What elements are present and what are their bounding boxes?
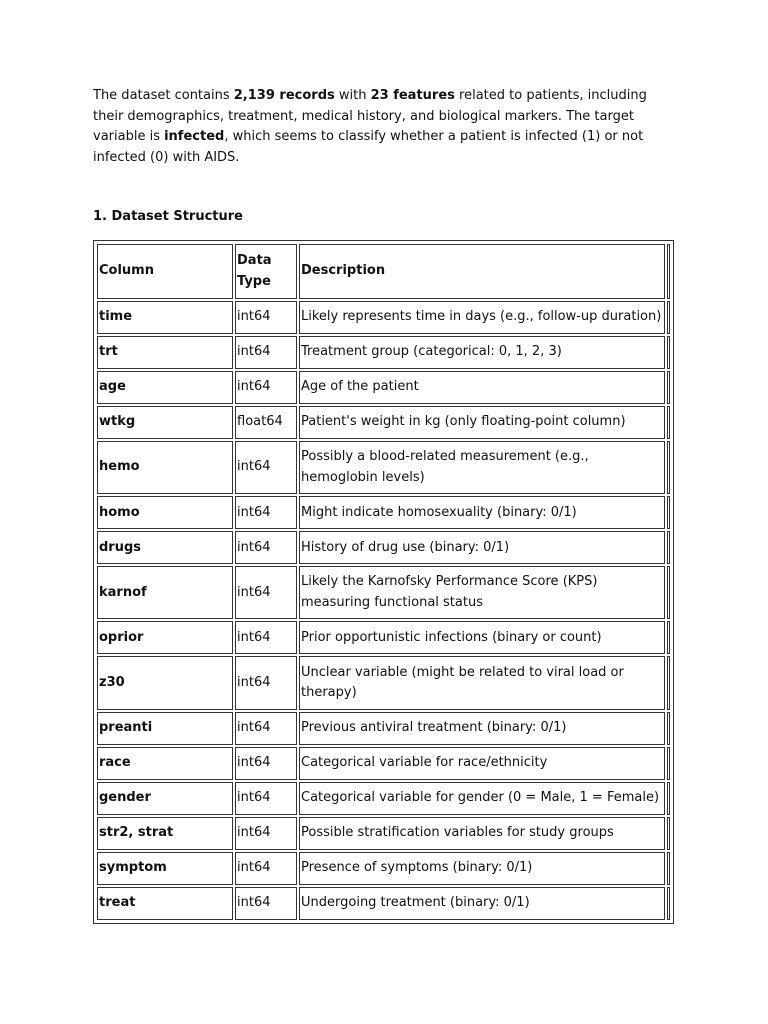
cell-data-type: int64 <box>235 747 297 780</box>
cell-data-type: int64 <box>235 441 297 494</box>
cell-column-name: treat <box>97 887 233 920</box>
header-data-type: Data Type <box>235 244 297 299</box>
cell-description: Previous antiviral treatment (binary: 0/1) <box>299 712 665 745</box>
cell-column-name: karnof <box>97 566 233 619</box>
cell-column-name: hemo <box>97 441 233 494</box>
intro-target-variable: infected <box>164 129 225 144</box>
intro-text-1: The dataset contains <box>93 88 234 103</box>
cell-edge <box>667 782 670 815</box>
intro-records-count: 2,139 records <box>233 88 335 103</box>
cell-edge <box>667 656 670 709</box>
table-row <box>97 782 670 815</box>
cell-column-name: homo <box>97 496 233 529</box>
table-row <box>97 817 670 850</box>
table-row <box>97 712 670 745</box>
cell-edge <box>667 406 670 439</box>
cell-column-name: gender <box>97 782 233 815</box>
cell-data-type: int64 <box>235 887 297 920</box>
table-row <box>97 496 670 529</box>
cell-column-name: time <box>97 301 233 334</box>
dataset-structure-table-frame <box>93 240 674 924</box>
cell-description: Undergoing treatment (binary: 0/1) <box>299 887 665 920</box>
cell-edge <box>667 496 670 529</box>
cell-edge <box>667 712 670 745</box>
header-column: Column <box>97 244 233 299</box>
cell-column-name: oprior <box>97 621 233 654</box>
table-row <box>97 371 670 404</box>
table-row <box>97 301 670 334</box>
cell-edge <box>667 566 670 619</box>
cell-edge <box>667 371 670 404</box>
table-body <box>97 301 670 920</box>
table-row <box>97 531 670 564</box>
cell-edge <box>667 621 670 654</box>
cell-description: Prior opportunistic infections (binary or count) <box>299 621 665 654</box>
cell-description: Likely represents time in days (e.g., follow-up duration) <box>299 301 665 334</box>
cell-data-type: int64 <box>235 621 297 654</box>
cell-edge <box>667 887 670 920</box>
cell-description: History of drug use (binary: 0/1) <box>299 531 665 564</box>
cell-description: Possibly a blood-related measurement (e.g., hemoglobin levels) <box>299 441 665 494</box>
cell-edge <box>667 747 670 780</box>
cell-description: Patient's weight in kg (only floating-point column) <box>299 406 665 439</box>
cell-data-type: int64 <box>235 817 297 850</box>
table-row <box>97 566 670 619</box>
cell-edge <box>667 336 670 369</box>
intro-text-4: , which seems to classify whether a patient is infected (1) or not infected (0) with AIDS. <box>93 129 644 165</box>
cell-column-name: preanti <box>97 712 233 745</box>
cell-data-type: int64 <box>235 301 297 334</box>
cell-data-type: int64 <box>235 852 297 885</box>
section-title: 1. Dataset Structure <box>93 209 244 224</box>
cell-data-type: int64 <box>235 712 297 745</box>
intro-features-count: 23 features <box>370 88 455 103</box>
table-row <box>97 887 670 920</box>
cell-column-name: symptom <box>97 852 233 885</box>
cell-description: Categorical variable for gender (0 = Male, 1 = Female) <box>299 782 665 815</box>
cell-column-name: str2, strat <box>97 817 233 850</box>
cell-description: Possible stratification variables for study groups <box>299 817 665 850</box>
table-row <box>97 336 670 369</box>
intro-text-2: with <box>334 88 371 103</box>
cell-description: Age of the patient <box>299 371 665 404</box>
table-row <box>97 852 670 885</box>
cell-description: Categorical variable for race/ethnicity <box>299 747 665 780</box>
cell-data-type: float64 <box>235 406 297 439</box>
cell-description: Might indicate homosexuality (binary: 0/1) <box>299 496 665 529</box>
table-header-row <box>97 244 670 299</box>
cell-description: Treatment group (categorical: 0, 1, 2, 3) <box>299 336 665 369</box>
cell-data-type: int64 <box>235 656 297 709</box>
cell-column-name: drugs <box>97 531 233 564</box>
table-row <box>97 441 670 494</box>
cell-column-name: age <box>97 371 233 404</box>
cell-column-name: z30 <box>97 656 233 709</box>
intro-paragraph <box>93 86 668 168</box>
table-row <box>97 656 670 709</box>
cell-description: Unclear variable (might be related to viral load or therapy) <box>299 656 665 709</box>
intro-text-3: related to patients, including their demographics, treatment, medical history, and biological markers. The target variable is <box>93 88 647 144</box>
cell-description: Presence of symptoms (binary: 0/1) <box>299 852 665 885</box>
dataset-structure-table <box>95 242 672 922</box>
cell-edge <box>667 301 670 334</box>
cell-description: Likely the Karnofsky Performance Score (KPS) measuring functional status <box>299 566 665 619</box>
cell-data-type: int64 <box>235 496 297 529</box>
cell-column-name: trt <box>97 336 233 369</box>
cell-data-type: int64 <box>235 336 297 369</box>
table-row <box>97 747 670 780</box>
cell-edge <box>667 441 670 494</box>
cell-edge <box>667 531 670 564</box>
table-row <box>97 621 670 654</box>
cell-data-type: int64 <box>235 371 297 404</box>
cell-column-name: race <box>97 747 233 780</box>
cell-data-type: int64 <box>235 782 297 815</box>
cell-data-type: int64 <box>235 531 297 564</box>
cell-edge <box>667 852 670 885</box>
cell-edge <box>667 817 670 850</box>
cell-column-name: wtkg <box>97 406 233 439</box>
header-description: Description <box>299 244 665 299</box>
header-edge-cell <box>667 244 670 299</box>
table-row <box>97 406 670 439</box>
cell-data-type: int64 <box>235 566 297 619</box>
